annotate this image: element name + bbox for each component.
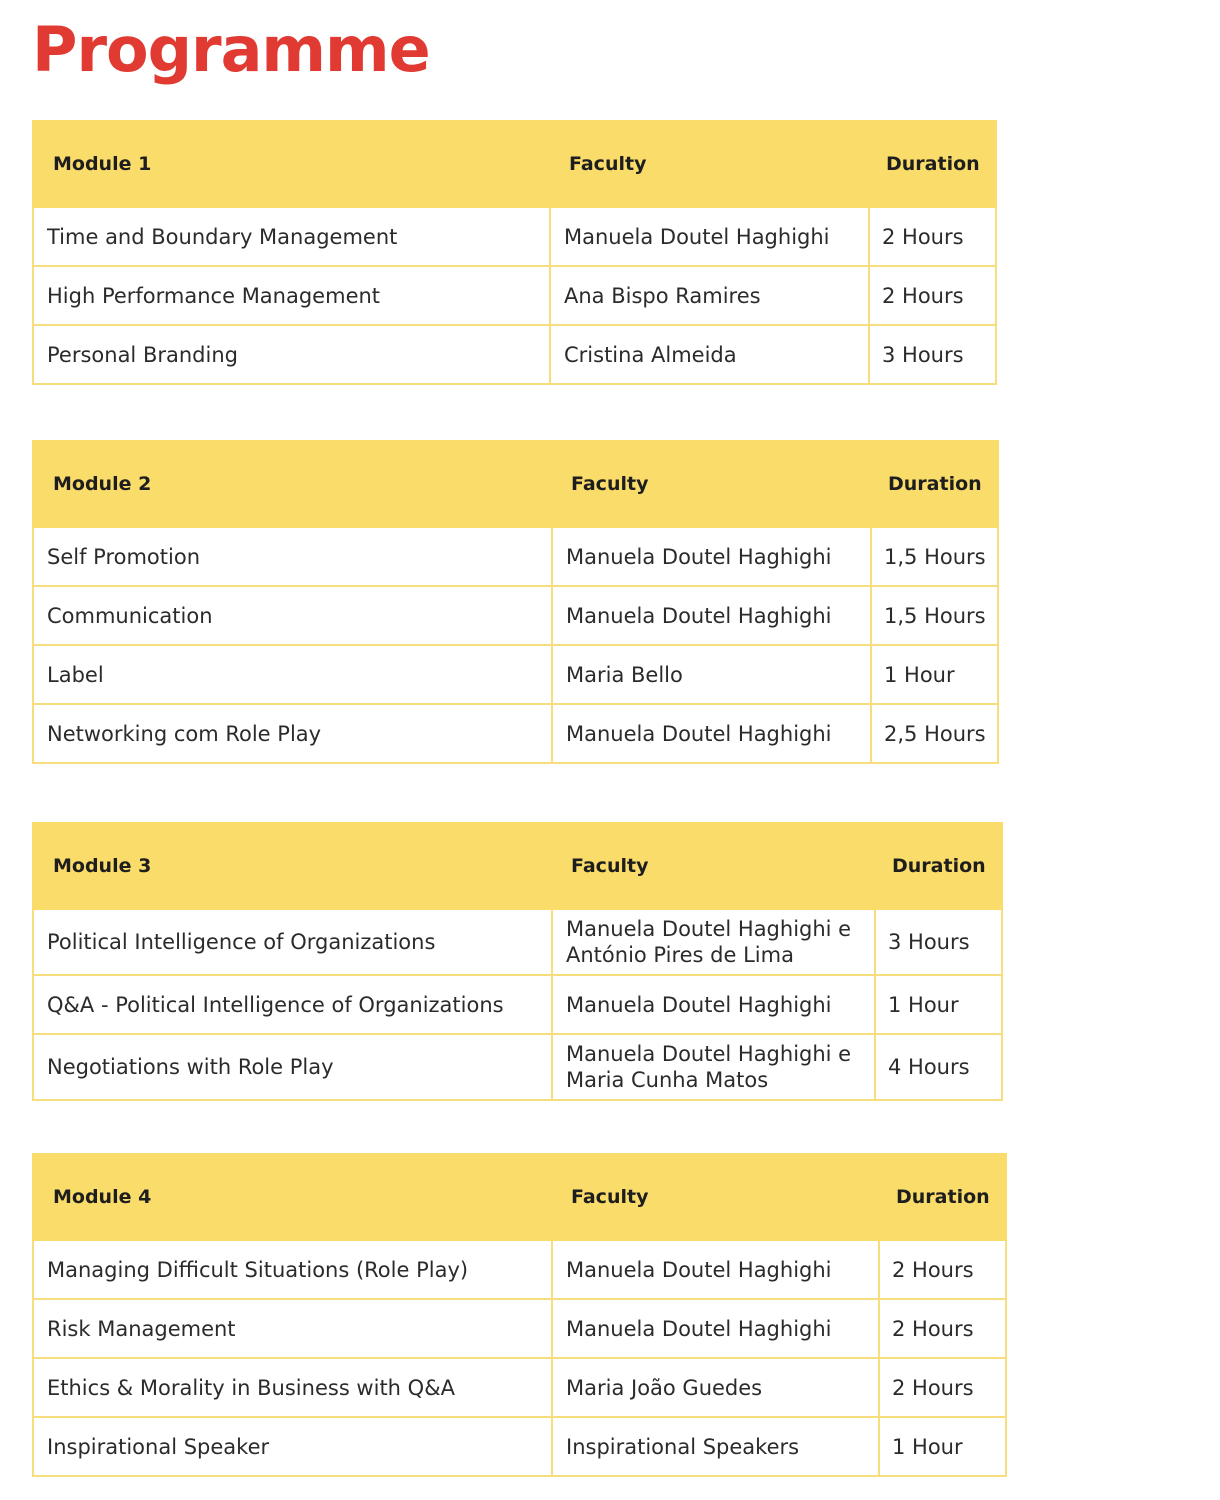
topic-cell: Networking com Role Play [33, 704, 552, 763]
table-row [33, 1299, 1006, 1358]
module-1-table [32, 120, 997, 385]
table-header-row [33, 441, 998, 527]
duration-cell: 2 Hours [879, 1240, 1006, 1299]
table-header-row [33, 823, 1002, 909]
topic-cell: Label [33, 645, 552, 704]
table-row [33, 704, 998, 763]
duration-header: Duration [879, 1154, 1006, 1240]
faculty-cell: Manuela Doutel Haghighi [552, 704, 871, 763]
page-title: Programme [32, 13, 430, 86]
duration-cell: 3 Hours [875, 909, 1002, 975]
table-row [33, 266, 996, 325]
duration-cell: 2 Hours [869, 207, 996, 266]
faculty-cell: Manuela Doutel Haghighi [550, 207, 869, 266]
topic-cell: Personal Branding [33, 325, 550, 384]
topic-cell: High Performance Management [33, 266, 550, 325]
module-2-table [32, 440, 999, 764]
duration-cell: 1,5 Hours [871, 586, 998, 645]
topic-cell: Time and Boundary Management [33, 207, 550, 266]
table-header-row [33, 121, 996, 207]
faculty-header: Faculty [552, 823, 875, 909]
faculty-cell [552, 1034, 875, 1100]
table-row [33, 527, 998, 586]
topic-cell: Communication [33, 586, 552, 645]
table-row [33, 645, 998, 704]
topic-cell: Q&A - Political Intelligence of Organizations [33, 975, 552, 1034]
faculty-cell: Maria João Guedes [552, 1358, 879, 1417]
table-header-row [33, 1154, 1006, 1240]
duration-cell: 2 Hours [869, 266, 996, 325]
faculty-cell: Cristina Almeida [550, 325, 869, 384]
table-row [33, 207, 996, 266]
faculty-cell: Manuela Doutel Haghighi [552, 586, 871, 645]
module-title: Module 4 [33, 1154, 552, 1240]
table-row [33, 1358, 1006, 1417]
duration-cell: 1 Hour [875, 975, 1002, 1034]
faculty-cell: Manuela Doutel Haghighi [552, 975, 875, 1034]
duration-cell: 2 Hours [879, 1299, 1006, 1358]
table-row [33, 1417, 1006, 1476]
module-3-table [32, 822, 1003, 1101]
topic-cell: Negotiations with Role Play [33, 1034, 552, 1100]
duration-cell: 3 Hours [869, 325, 996, 384]
table-row [33, 1034, 1002, 1100]
faculty-cell [552, 909, 875, 975]
duration-cell: 1,5 Hours [871, 527, 998, 586]
faculty-cell: Inspirational Speakers [552, 1417, 879, 1476]
faculty-cell: Manuela Doutel Haghighi [552, 1240, 879, 1299]
faculty-line: Maria Cunha Matos [566, 1068, 769, 1092]
topic-cell: Inspirational Speaker [33, 1417, 552, 1476]
faculty-cell: Maria Bello [552, 645, 871, 704]
table-row [33, 909, 1002, 975]
module-title: Module 2 [33, 441, 552, 527]
table-row [33, 325, 996, 384]
table-row [33, 1240, 1006, 1299]
module-title: Module 1 [33, 121, 550, 207]
duration-cell: 1 Hour [879, 1417, 1006, 1476]
faculty-line: Manuela Doutel Haghighi e [566, 917, 852, 941]
faculty-cell: Manuela Doutel Haghighi [552, 1299, 879, 1358]
duration-cell: 2,5 Hours [871, 704, 998, 763]
module-4-table [32, 1153, 1007, 1477]
duration-cell: 1 Hour [871, 645, 998, 704]
duration-cell: 4 Hours [875, 1034, 1002, 1100]
module-title: Module 3 [33, 823, 552, 909]
faculty-line: António Pires de Lima [566, 943, 794, 967]
topic-cell: Risk Management [33, 1299, 552, 1358]
topic-cell: Self Promotion [33, 527, 552, 586]
faculty-cell: Ana Bispo Ramires [550, 266, 869, 325]
faculty-header: Faculty [550, 121, 869, 207]
topic-cell: Political Intelligence of Organizations [33, 909, 552, 975]
duration-header: Duration [871, 441, 998, 527]
table-row [33, 586, 998, 645]
topic-cell: Ethics & Morality in Business with Q&A [33, 1358, 552, 1417]
faculty-header: Faculty [552, 1154, 879, 1240]
faculty-line: Manuela Doutel Haghighi e [566, 1042, 852, 1066]
faculty-cell: Manuela Doutel Haghighi [552, 527, 871, 586]
duration-header: Duration [875, 823, 1002, 909]
faculty-header: Faculty [552, 441, 871, 527]
duration-cell: 2 Hours [879, 1358, 1006, 1417]
table-row [33, 975, 1002, 1034]
duration-header: Duration [869, 121, 996, 207]
topic-cell: Managing Difficult Situations (Role Play) [33, 1240, 552, 1299]
